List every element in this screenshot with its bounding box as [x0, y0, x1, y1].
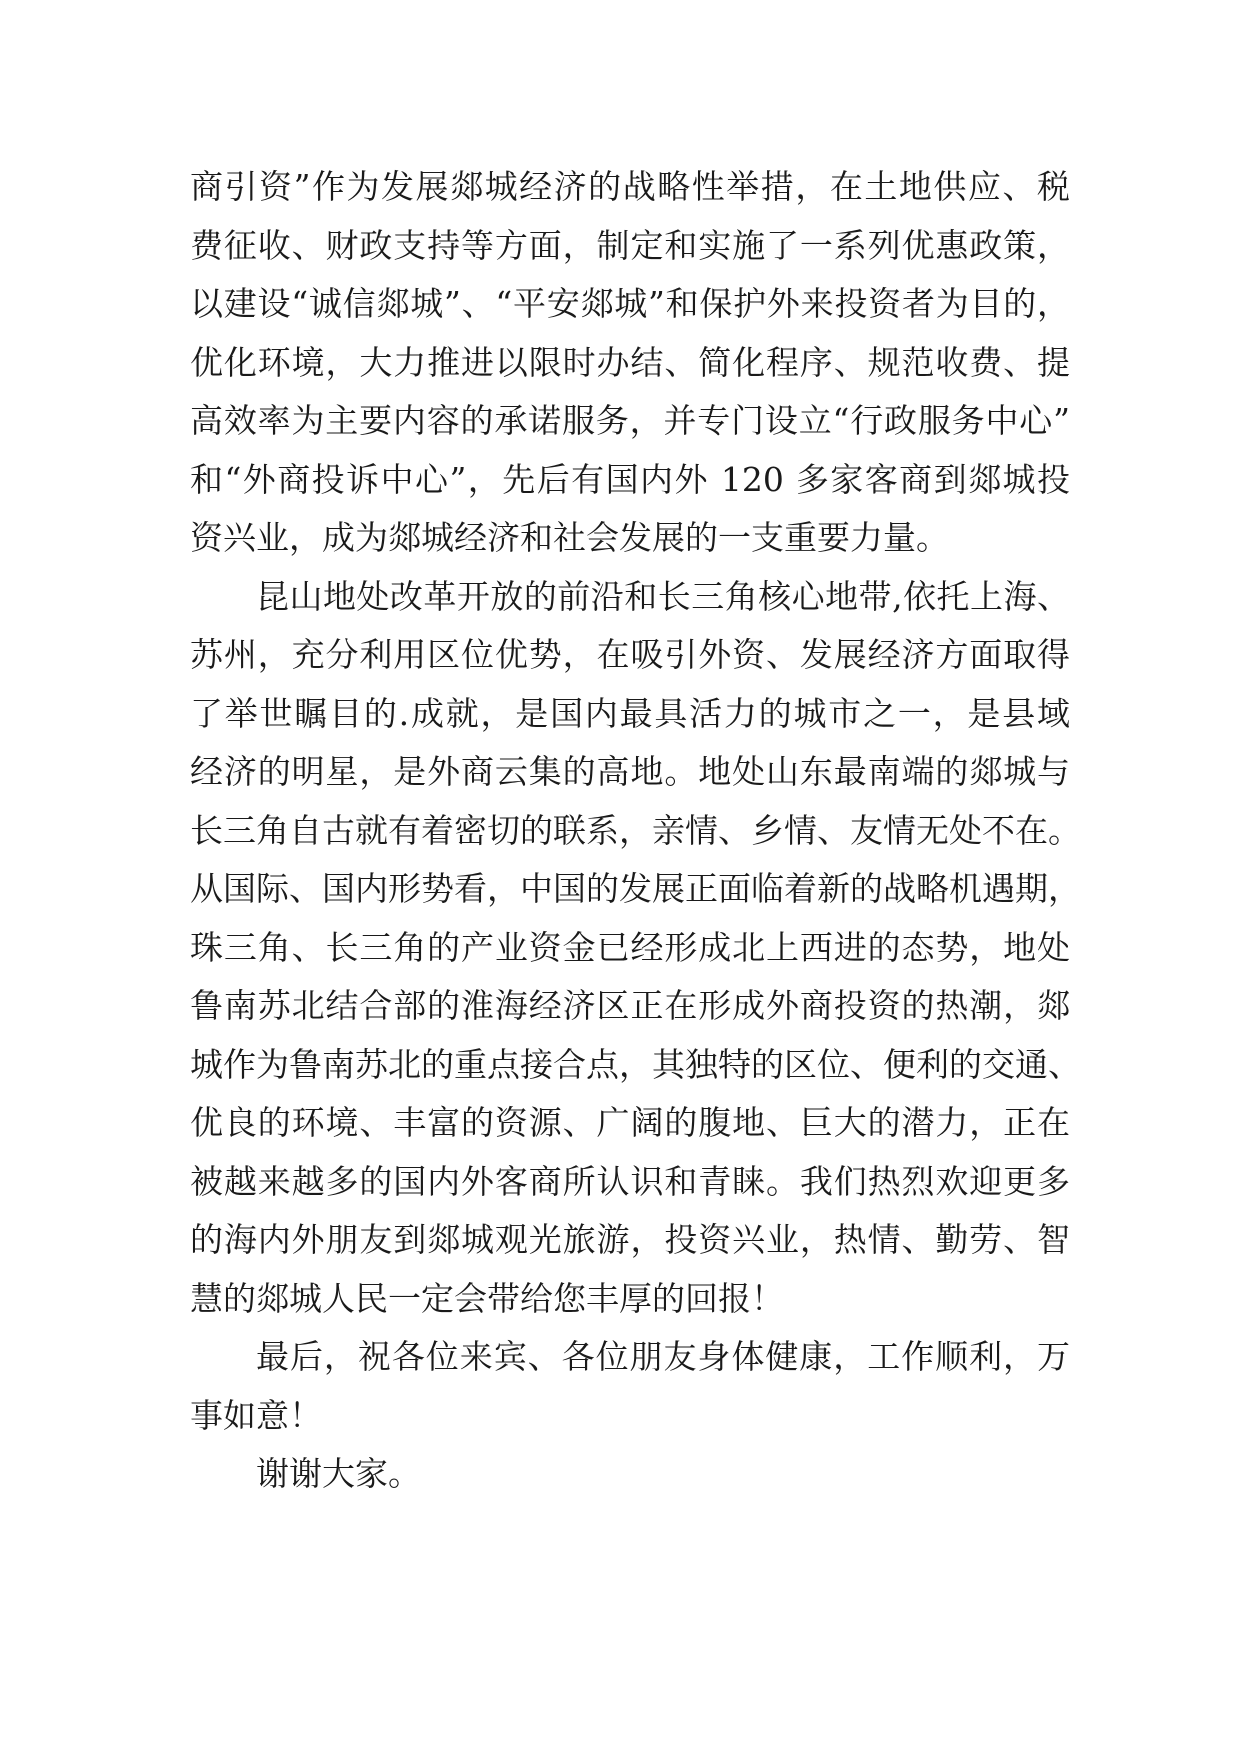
text-line: 事如意！ — [190, 1395, 322, 1435]
text-line: 鲁南苏北结合部的淮海经济区正在形成外商投资的热潮，郯 — [190, 986, 1070, 1025]
text-line: 了举世瞩目的.成就，是国内最具活力的城市之一，是县域 — [190, 693, 1070, 733]
text-line: 的海内外朋友到郯城观光旅游，投资兴业，热情、勤劳、智 — [190, 1220, 1070, 1259]
text-line: 以建设“诚信郯城”、“平安郯城”和保护外来投资者为目的， — [190, 284, 1070, 323]
text-line: 优化环境，大力推进以限时办结、简化程序、规范收费、提 — [190, 342, 1070, 382]
text-line: 费征收、财政支持等方面，制定和实施了一系列优惠政策， — [190, 225, 1070, 265]
text-line: 高效率为主要内容的承诺服务，并专门设立“行政服务中心” — [190, 401, 1070, 440]
speech-body-text — [190, 158, 1081, 1504]
text-line: 最后，祝各位来宾、各位朋友身体健康，工作顺利，万 — [256, 1337, 1070, 1376]
text-line: 被越来越多的国内外客商所认识和青睐。我们热烈欢迎更多 — [190, 1161, 1070, 1201]
text-line: 慧的郯城人民一定会带给您丰厚的回报！ — [190, 1278, 784, 1318]
text-line: 昆山地处改革开放的前沿和长三角核心地带,依托上海、 — [256, 576, 1070, 616]
text-line: 苏州，充分利用区位优势，在吸引外资、发展经济方面取得 — [190, 635, 1070, 674]
text-line: 珠三角、长三角的产业资金已经形成北上西进的态势，地处 — [190, 927, 1070, 967]
text-line: 谢谢大家。 — [256, 1454, 421, 1493]
text-line: 从国际、国内形势看，中国的发展正面临着新的战略机遇期， — [190, 869, 1081, 908]
text-line: 商引资”作为发展郯城经济的战略性举措，在土地供应、税 — [190, 167, 1070, 206]
text-line: 资兴业，成为郯城经济和社会发展的一支重要力量。 — [190, 518, 949, 557]
text-line: 和“外商投诉中心”，先后有国内外 120 多家客商到郯城投 — [190, 459, 1070, 499]
text-line: 优良的环境、丰富的资源、广阔的腹地、巨大的潜力，正在 — [190, 1103, 1070, 1142]
text-line: 经济的明星，是外商云集的高地。地处山东最南端的郯城与 — [190, 752, 1070, 791]
text-line: 长三角自古就有着密切的联系，亲情、乡情、友情无处不在。 — [190, 810, 1081, 850]
text-line: 城作为鲁南苏北的重点接合点，其独特的区位、便利的交通、 — [190, 1044, 1081, 1084]
